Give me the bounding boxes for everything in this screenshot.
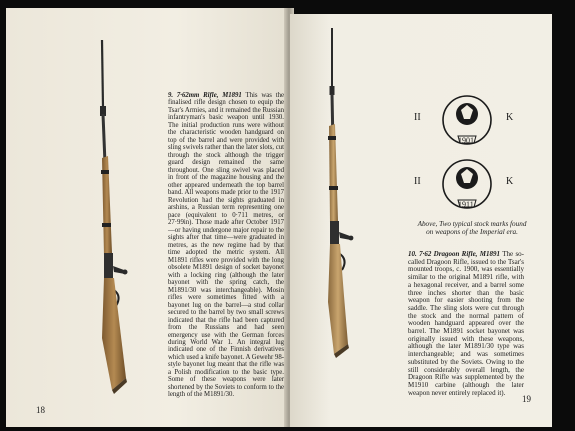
section-body-dragoon: The so-called Dragoon Rifle, issued to the Tsar's mounted troops, c. 1900, was essentially similar to the original M1891 rifle, with a hexagonal receiver, and a barrel some three inches shorter than the basic weapon for easier shooting from the saddle. The sling slots were cut through the stock and the normal pattern of wooden handguard appeared over the barrel. The M1891 socket bayonet was originally issued with these weapons, although the later M1891/30 type was interchangeable; and was sometimes substituted by the Soviets. Owing to the still considerably overall length, the Dragoon Rifle was supplemented by the M1910 carbine (although the later weapon never entirely replaced it). <box>408 250 524 397</box>
stamp-1911-year: 1911 <box>458 200 474 209</box>
section-heading-dragoon: 10. 7·62 Dragoon Rifle, M1891 <box>408 250 500 258</box>
right-page <box>290 14 552 427</box>
stock-marks-caption: Above, Two typical stock marks found on weapons of the Imperial era. <box>417 220 527 236</box>
dragoon-rifle-description <box>408 251 524 397</box>
m1891-rifle-image <box>76 38 146 398</box>
page-number-right: 19 <box>522 394 531 404</box>
section-body-m1891: This was the finalised rifle design chosen to equip the Tsar's Armies, and it remained the Russian infantryman's basic weapon until 1930. The initial production runs were without the characteristic wooden handguard on top of the barrel and were provided with sling swivels rather than the later slots, cut through the stock although the trigger guard design remained the same throughout. One sling swivel was placed in front of the magazine housing and the other appeared underneath the top barrel band. All weapons made prior to the 1917 Revolution had the sights graduated in arshins, a Russian term representing one pace (equivalent to 0·711 metres, or 27·99in). Those made after October 1917—or having undergone major repair to the sights after that time—were graduated in metres, as the new regime had by that time adopted the metric system. All M1891 rifles were provided with the long obsolete M1891 design of socket bayonet with a locking ring (although the later bayonet with the spring catch, the M1891/30 was interchangeable). Mosin rifles were sometimes fitted with a bayonet lug on the barrel—a stud collar secured to the barrel by two small screws indicated that the rifle had been captured from the Russians and had seen emergency use with the German forces during World War 1. An integral lug indicated one of the Finnish derivatives which used a knife bayonet. A Gewehr 98-style bayonet lug meant that the rifle was a Polish modification to the basic type. Some of these weapons were later shortened by the Soviets to conform to the length of the M1891/30. <box>168 92 284 399</box>
stamp-1911-right-letter: K <box>506 176 514 187</box>
stamp-1901-left-letter: II <box>414 112 421 123</box>
section-heading-m1891: 9. 7·62mm Rifle, M1891 <box>168 92 242 99</box>
stamp-1911-left-letter: II <box>414 176 421 187</box>
stamp-1901-year: 1901 <box>458 136 474 145</box>
left-page <box>6 8 290 427</box>
stamp-1901-right-letter: K <box>506 112 514 123</box>
rifle-m1891-description <box>168 92 284 399</box>
page-number-left: 18 <box>36 405 45 415</box>
dragoon-rifle-image <box>310 26 370 366</box>
